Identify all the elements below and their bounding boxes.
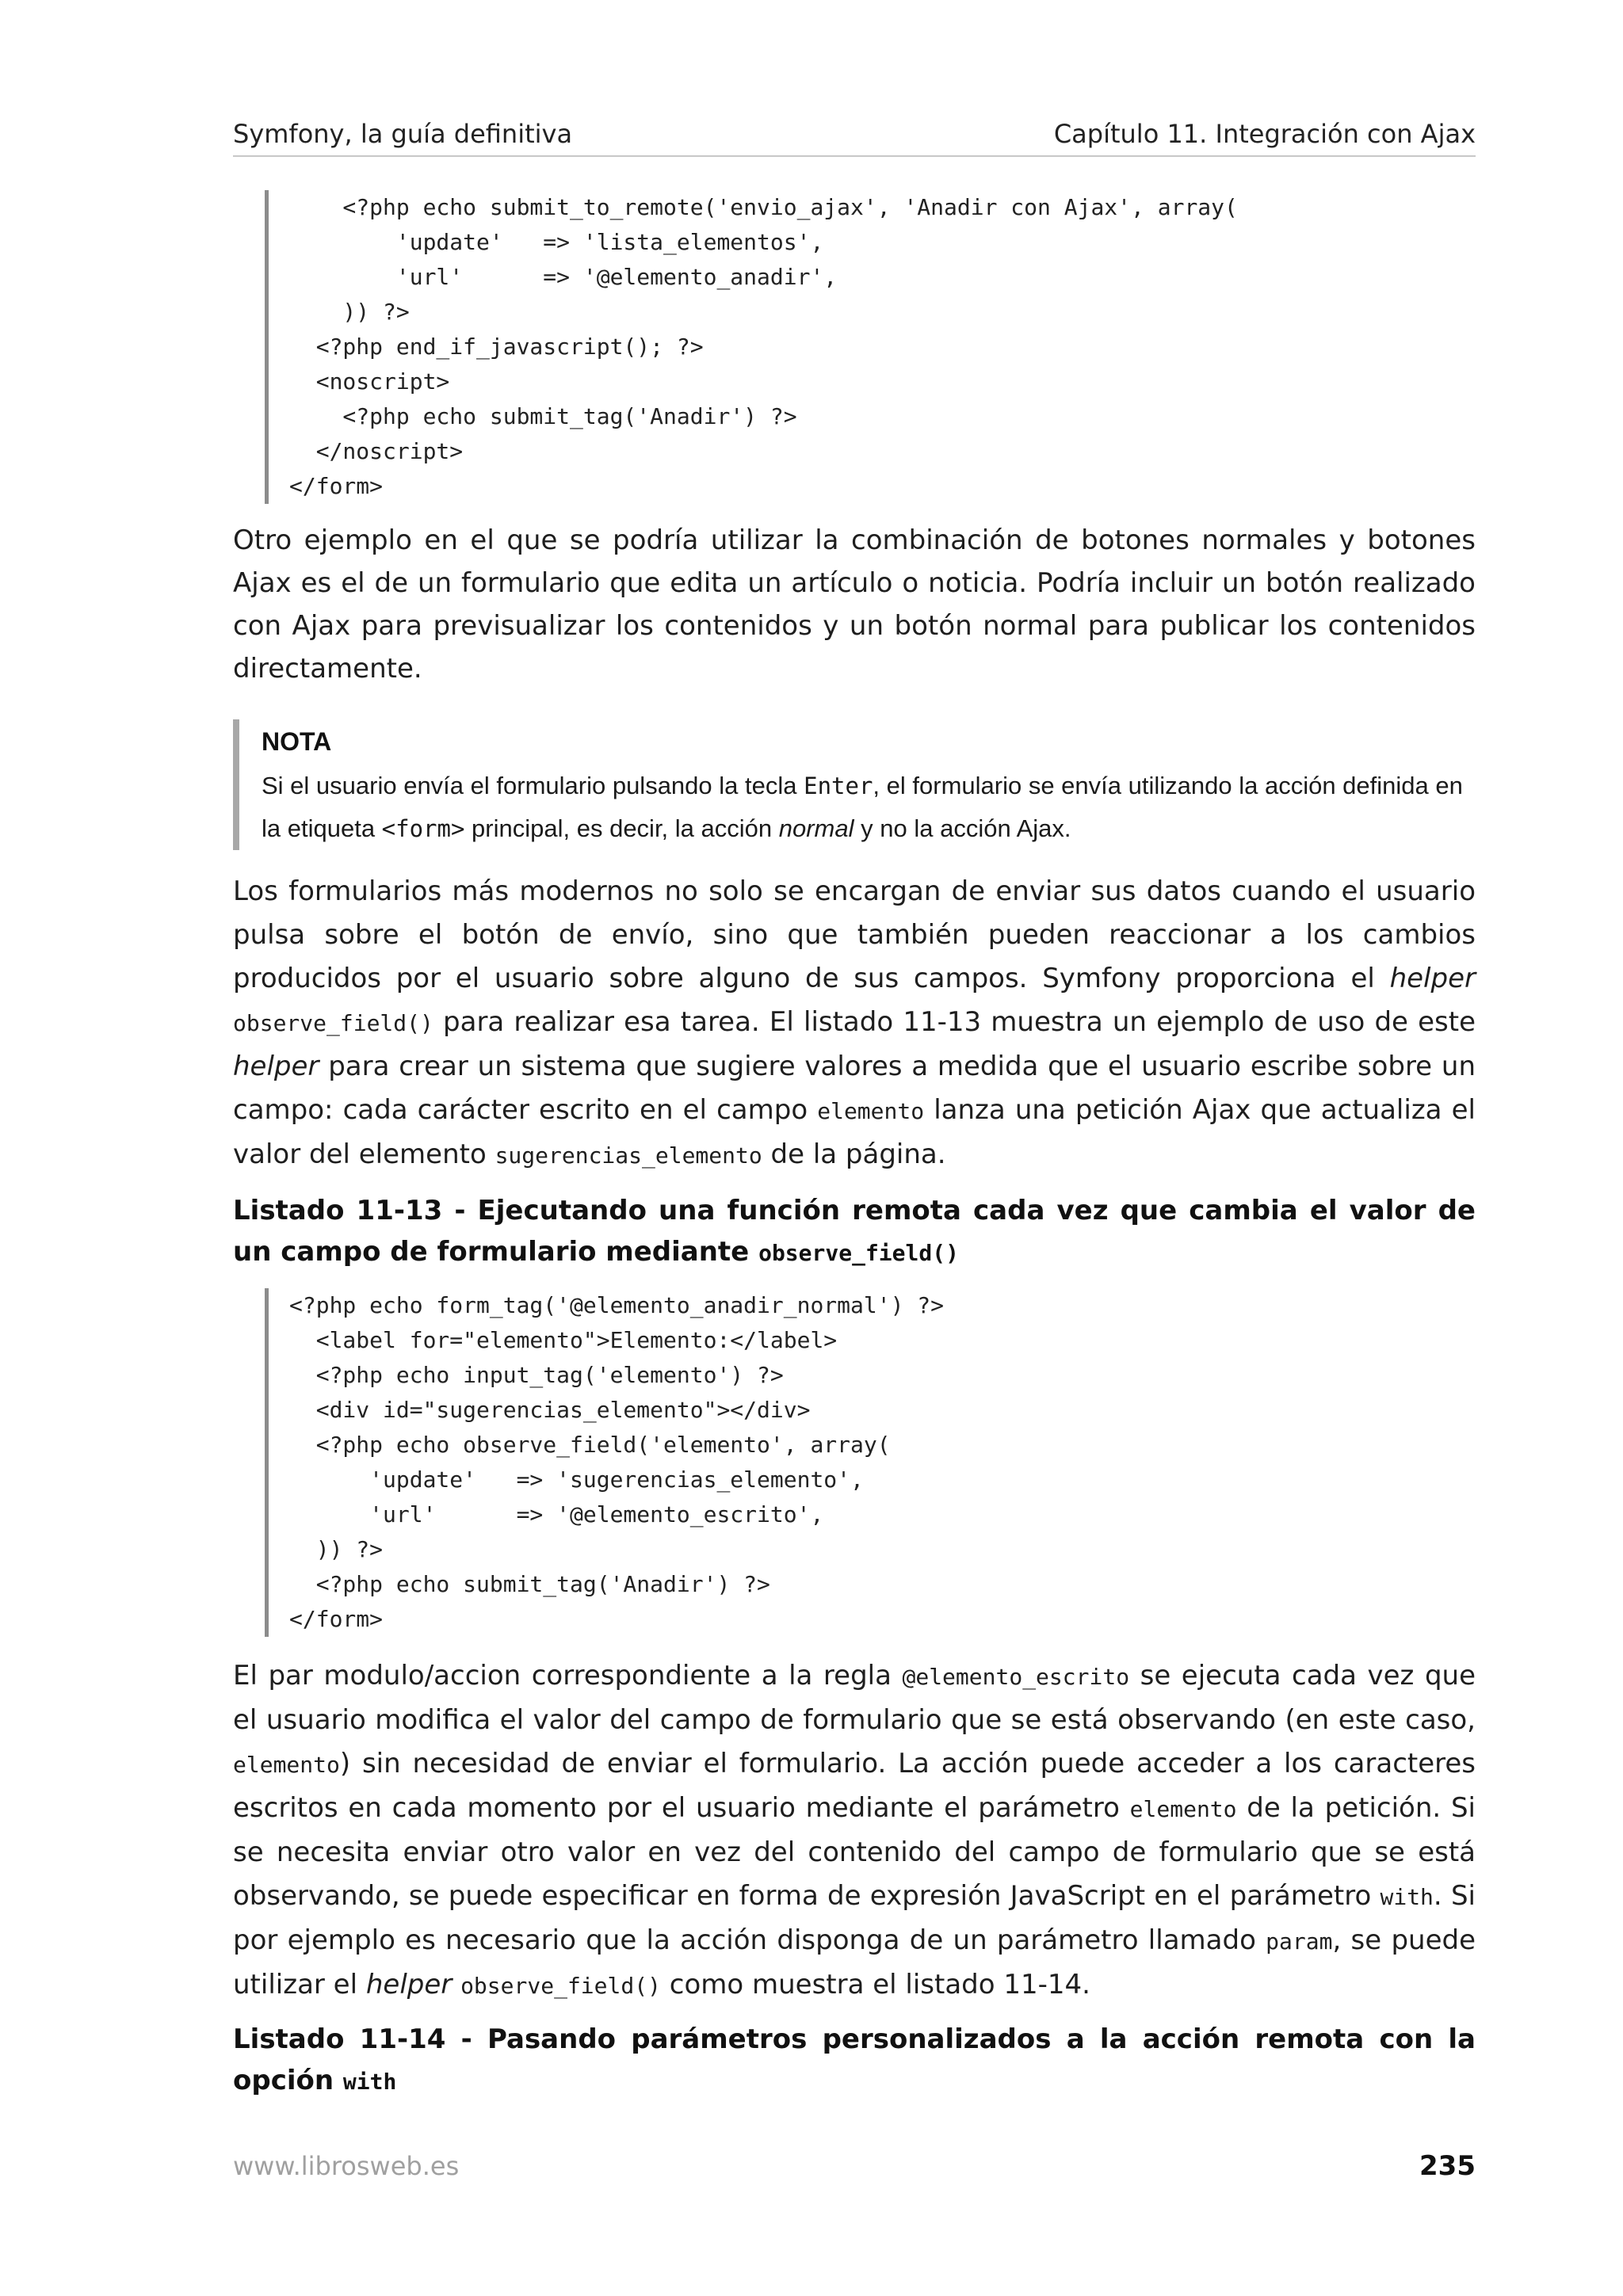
code-line: <?php echo input_tag('elemento') ?> (289, 1362, 784, 1388)
code-line: <?php echo observe_field('elemento', array( (289, 1432, 891, 1458)
code-line: <label for="elemento">Elemento:</label> (289, 1327, 838, 1353)
note-title: NOTA (262, 727, 332, 756)
listing-title-11-13: Listado 11-13 - Ejecutando una función remota cada vez que cambia el valor de un campo de formulario mediante observe_field() (233, 1195, 1476, 1268)
site-link[interactable]: www.librosweb.es (233, 2151, 460, 2181)
code-line: 'update' => 'lista_elementos', (289, 229, 824, 255)
code-line: <?php echo submit_tag('Anadir') ?> (289, 403, 797, 429)
inline-code: observe_field() (233, 1010, 433, 1036)
code-line: <?php echo submit_to_remote('envio_ajax', 'Anadir con Ajax', array( (289, 194, 1238, 220)
code-line: 'update' => 'sugerencias_elemento', (289, 1466, 864, 1493)
inline-code: @elemento_escrito (902, 1664, 1130, 1690)
inline-code: with (1380, 1884, 1434, 1910)
code-line: 'url' => '@elemento_escrito', (289, 1501, 824, 1527)
paragraph-combined-buttons: Otro ejemplo en el que se podría utilizar la combinación de botones normales y botones Ajax es el de un formulario que edita un artículo o noticia. Podría incluir un botón realizado con Ajax para previsualizar los contenidos y un botón normal para publicar los contenidos directamente. (233, 524, 1476, 685)
inline-code: observe_field() (460, 1973, 661, 1999)
code-line: <div id="sugerencias_elemento"></div> (289, 1397, 811, 1423)
inline-code: param (1266, 1928, 1333, 1955)
inline-code: with (342, 2069, 397, 2095)
inline-code: Enter (804, 772, 873, 799)
code-line: <?php echo submit_tag('Anadir') ?> (289, 1571, 770, 1597)
code-line: </noscript> (289, 438, 464, 464)
page-number: 235 (1419, 2150, 1476, 2182)
code-line: )) ?> (289, 1536, 384, 1562)
note-body: Si el usuario envía el formulario pulsando la tecla Enter, el formulario se envía utilizando la acción definida en la etiqueta <form> principal, es decir, la acción normal y no la acción Ajax. (262, 772, 1463, 842)
code-line: 'url' => '@elemento_anadir', (289, 264, 838, 290)
code-block-listing-11-13 (265, 1288, 944, 1637)
code-line: <?php end_if_javascript(); ?> (289, 334, 704, 360)
paragraph-action-params: El par modulo/accion correspondiente a la regla @elemento_escrito se ejecuta cada vez que el usuario modifica el valor del campo de formulario que se está observando (en este caso, elemento) sin necesidad de enviar el formulario. La acción puede acceder a los caracteres escritos en cada momento por el usuario mediante el parámetro elemento de la petición. Si se necesita enviar otro valor en vez del contenido del campo de formulario que se está observando, se puede especificar en forma de expresión JavaScript en el parámetro with. Si por ejemplo es necesario que la acción disponga de un parámetro llamado param, se puede utilizar el helper observe_field() como muestra el listado 11-14. (233, 1660, 1476, 2000)
code-line: </form> (289, 1606, 384, 1632)
code-block-form-end (265, 190, 1238, 504)
code-line: </form> (289, 473, 384, 499)
inline-code: observe_field() (758, 1240, 959, 1266)
inline-code: elemento (1129, 1796, 1237, 1822)
listing-title-11-14: Listado 11-14 - Pasando parámetros personalizados a la acción remota con la opción with (233, 2023, 1476, 2096)
page-footer (233, 2150, 1476, 2182)
inline-code: <form> (381, 815, 465, 842)
running-header (233, 119, 1476, 157)
note-box (233, 719, 1476, 850)
code-line: <noscript> (289, 368, 450, 395)
inline-code: elemento (817, 1098, 925, 1124)
chapter-title: Capítulo 11. Integración con Ajax (1053, 119, 1476, 149)
book-title: Symfony, la guía definitiva (233, 119, 573, 149)
code-line: <?php echo form_tag('@elemento_anadir_normal') ?> (289, 1292, 945, 1318)
paragraph-observe-field: Los formularios más modernos no solo se encargan de enviar sus datos cuando el usuario pulsa sobre el botón de envío, sino que también pueden reaccionar a los cambios producidos por el usuario sobre alguno de sus campos. Symfony proporciona el helper observe_field() para realizar esa tarea. El listado 11-13 muestra un ejemplo de uso de este helper para crear un sistema que sugiere valores a medida que el usuario escribe sobre un campo: cada carácter escrito en el campo elemento lanza una petición Ajax que actualiza el valor del elemento sugerencias_elemento de la página. (233, 875, 1476, 1170)
inline-code: elemento (233, 1752, 340, 1778)
code-line: )) ?> (289, 299, 410, 325)
inline-code: sugerencias_elemento (495, 1142, 762, 1169)
